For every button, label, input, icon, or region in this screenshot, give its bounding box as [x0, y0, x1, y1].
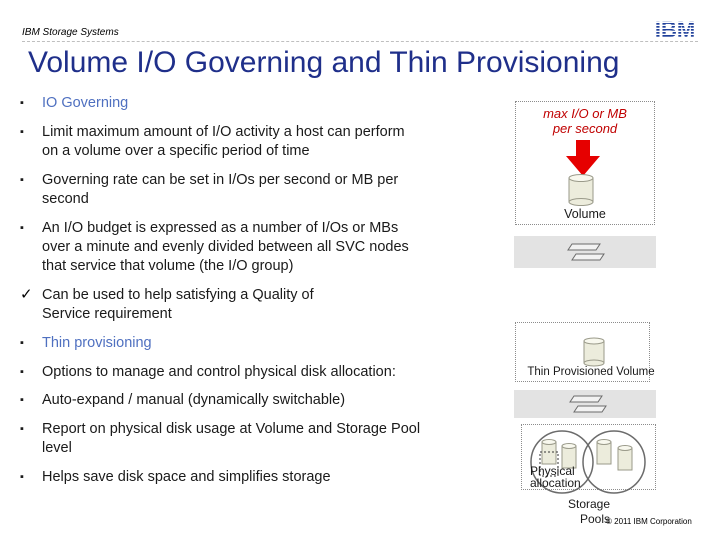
checkmark-icon: ✓: [20, 286, 33, 303]
bullet-square-icon: ▪: [20, 126, 24, 138]
bullet-limit-io: ▪ Limit maximum amount of I/O activity a host can perform on a volume over a specific period of time: [20, 124, 405, 159]
bullet-square-icon: ▪: [20, 174, 24, 186]
svc-node-icon: [566, 242, 606, 262]
bullet-square-icon: ▪: [20, 366, 24, 378]
ibm-logo: [650, 17, 700, 41]
bullet-square-icon: ▪: [20, 471, 24, 483]
volume-cylinder-icon: [568, 174, 594, 206]
svc-node-icon: [568, 394, 608, 414]
bullet-governing-rate: ▪ Governing rate can be set in I/Os per second or MB per second: [20, 172, 399, 207]
storage-pools-label: Storage Pools: [568, 497, 611, 526]
header-divider: [22, 41, 698, 42]
thin-volume-label: Thin Provisioned Volume: [527, 366, 655, 378]
bullet-thin-provisioning: ▪ Thin provisioning: [20, 335, 152, 351]
bullet-auto-expand: ▪ Auto-expand / manual (dynamically switchable): [20, 392, 346, 408]
page-title: Volume I/O Governing and Thin Provisioning: [28, 46, 620, 79]
physical-allocation-label: Physical allocation: [530, 464, 581, 490]
company-label: IBM Storage Systems: [22, 27, 119, 38]
logo-text: IBM: [654, 17, 696, 41]
bullet-square-icon: ▪: [20, 394, 24, 406]
bullet-square-icon: ▪: [20, 337, 24, 349]
bullet-square-icon: ▪: [20, 222, 24, 234]
bullet-io-governing: ▪ IO Governing: [20, 95, 129, 111]
volume-label: Volume: [564, 207, 606, 221]
red-arrow-icon: [566, 140, 600, 176]
copyright-footer: © 2011 IBM Corporation: [606, 517, 692, 526]
bullet-save-space: ▪ Helps save disk space and simplifies storage: [20, 469, 331, 485]
bullet-io-budget: ▪ An I/O budget is expressed as a number of I/Os or MBs over a minute and evenly divided between all SVC nodes that service that volume (the I/O group): [20, 220, 409, 274]
max-io-label: max I/O or MB per second: [543, 106, 627, 136]
bullet-qos: ✓ Can be used to help satisfying a Quality of Service requirement: [20, 286, 314, 322]
bullet-options: ▪ Options to manage and control physical disk allocation:: [20, 364, 396, 380]
thin-volume-cylinder-icon: [583, 337, 605, 367]
bullet-square-icon: ▪: [20, 97, 24, 109]
bullet-square-icon: ▪: [20, 423, 24, 435]
bullet-report: ▪ Report on physical disk usage at Volume and Storage Pool level: [20, 421, 421, 456]
